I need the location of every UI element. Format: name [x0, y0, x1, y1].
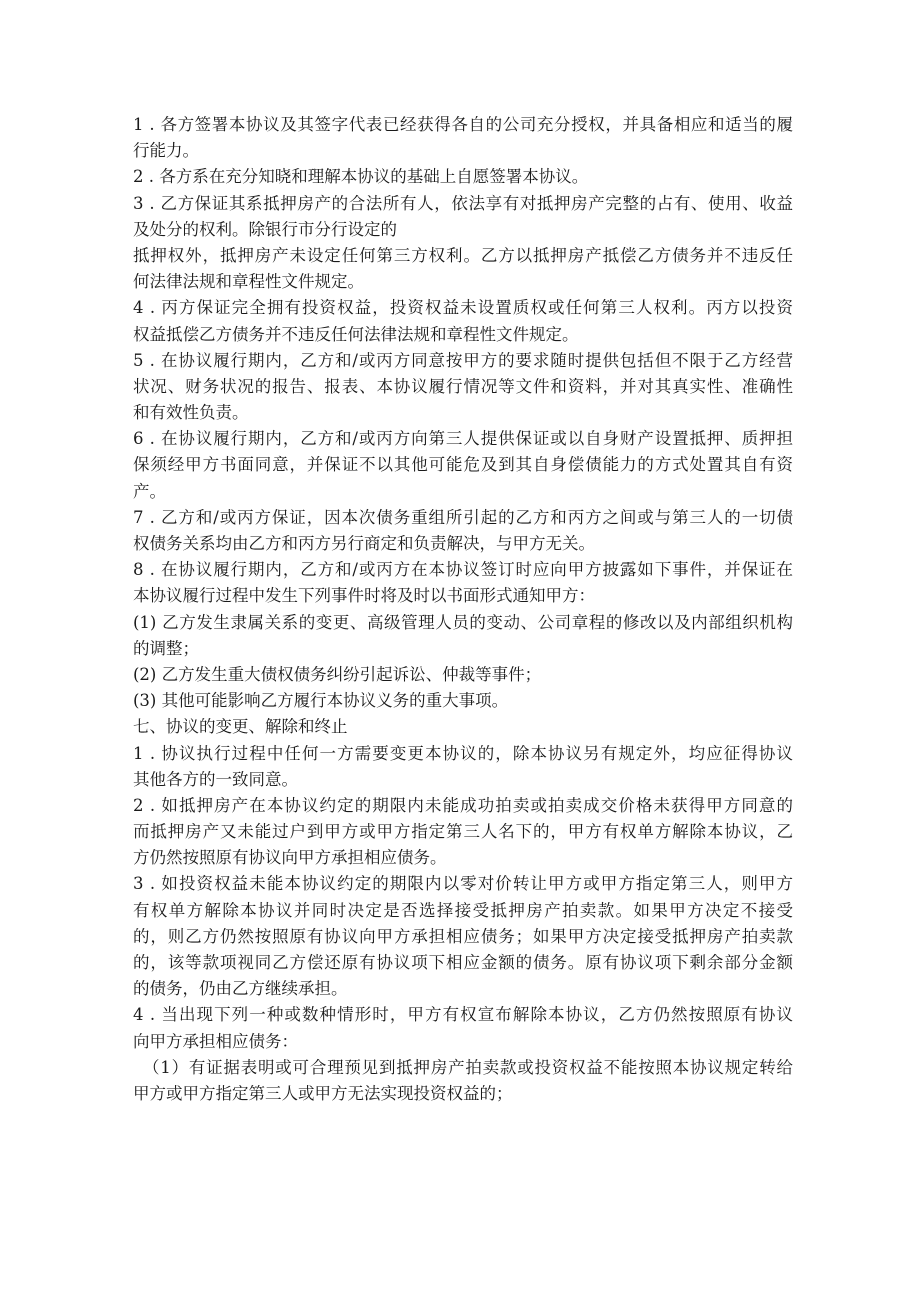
text-line: 产。 [133, 481, 166, 501]
text-line: 1 . 各方签署本协议及其签字代表已经获得各自的公司充分授权，并具备相应和适当的履 [133, 115, 793, 134]
text-line: 权益抵偿乙方债务并不违反任何法律法规和章程性文件规定。 [133, 324, 579, 344]
text-line: 方仍然按照原有协议向甲方承担相应债务。 [133, 848, 447, 868]
text-line: 权债务关系均由乙方和丙方另行商定和负责解决，与甲方无关。 [133, 534, 595, 553]
text-line: （1）有证据表明或可合理预见到抵押房产拍卖款或投资权益不能按照本协议规定转给 [143, 1057, 793, 1077]
text-line: (1) 乙方发生隶属关系的变更、高级管理人员的变动、公司章程的修改以及内部组织机构 [133, 612, 793, 632]
text-line: 七、协议的变更、解除和终止 [133, 717, 348, 737]
text-line: 状况、财务状况的报告、报表、本协议履行情况等文件和资料，并对其真实性、准确性 [133, 376, 793, 396]
text-line: 7 . 乙方和/或丙方保证，因本次债务重组所引起的乙方和丙方之间或与第三人的一切债 [133, 507, 793, 527]
document-body [133, 112, 793, 1107]
text-line: 2 . 各方系在充分知晓和理解本协议的基础上自愿签署本协议。 [133, 167, 589, 187]
text-line: 3 . 如投资权益未能本协议约定的期限内以零对价转让甲方或甲方指定第三人，则甲方 [133, 874, 793, 894]
text-line: 保须经甲方书面同意，并保证不以其他可能危及到其自身偿债能力的方式处置其自有资 [133, 455, 793, 475]
text-line: (3) 其他可能影响乙方履行本协议义务的重大事项。 [133, 691, 509, 711]
text-line: 3 . 乙方保证其系抵押房产的合法所有人，依法享有对抵押房产完整的占有、使用、收益 [133, 193, 793, 213]
text-line: 本协议履行过程中发生下列事件时将及时以书面形式通知甲方： [133, 586, 595, 606]
text-line: 向甲方承担相应债务： [133, 1031, 298, 1051]
text-line: 甲方或甲方指定第三人或甲方无法实现投资权益的； [133, 1083, 513, 1103]
text-line: 其他各方的一致同意。 [133, 769, 298, 789]
text-line: 何法律法规和章程性文件规定。 [133, 272, 364, 292]
text-line: 的债务，仍由乙方继续承担。 [133, 979, 348, 999]
text-line: 和有效性负责。 [133, 403, 249, 423]
text-line: 及处分的权利。除银行市分行设定的 [133, 219, 397, 239]
text-line: 4 . 当出现下列一种或数种情形时，甲方有权宣布解除本协议，乙方仍然按照原有协议 [133, 1005, 793, 1025]
text-line: 2 . 如抵押房产在本协议约定的期限内未能成功拍卖或拍卖成交价格未获得甲方同意的 [133, 795, 793, 815]
text-line: 4 . 丙方保证完全拥有投资权益，投资权益未设置质权或任何第三人权利。丙方以投资 [133, 298, 793, 318]
text-line: 1 . 协议执行过程中任何一方需要变更本协议的，除本协议另有规定外，均应征得协议 [133, 743, 793, 763]
text-line: 有权单方解除本协议并同时决定是否选择接受抵押房产拍卖款。如果甲方决定不接受 [133, 900, 793, 920]
text-line: 5 . 在协议履行期内，乙方和/或丙方同意按甲方的要求随时提供包括但不限于乙方经营 [133, 350, 793, 370]
text-line: 6 . 在协议履行期内，乙方和/或丙方向第三人提供保证或以自身财产设置抵押、质押担 [133, 429, 793, 449]
text-line: 行能力。 [133, 141, 199, 161]
text-line: 的，则乙方仍然按照原有协议向甲方承担相应债务；如果甲方决定接受抵押房产拍卖款 [133, 926, 793, 946]
text-line: (2) 乙方发生重大债权债务纠纷引起诉讼、仲裁等事件； [133, 664, 542, 684]
text-line: 的，该等款项视同乙方偿还原有协议项下相应金额的债务。原有协议项下剩余部分金额 [133, 953, 793, 972]
text-line: 的调整； [133, 638, 199, 658]
text-line: 抵押权外，抵押房产未设定任何第三方权利。乙方以抵押房产抵偿乙方债务并不违反任 [133, 245, 793, 265]
text-line: 8 . 在协议履行期内，乙方和/或丙方在本协议签订时应向甲方披露如下事件，并保证在 [133, 560, 793, 580]
text-line: 而抵押房产又未能过户到甲方或甲方指定第三人名下的，甲方有权单方解除本协议，乙 [133, 822, 793, 842]
